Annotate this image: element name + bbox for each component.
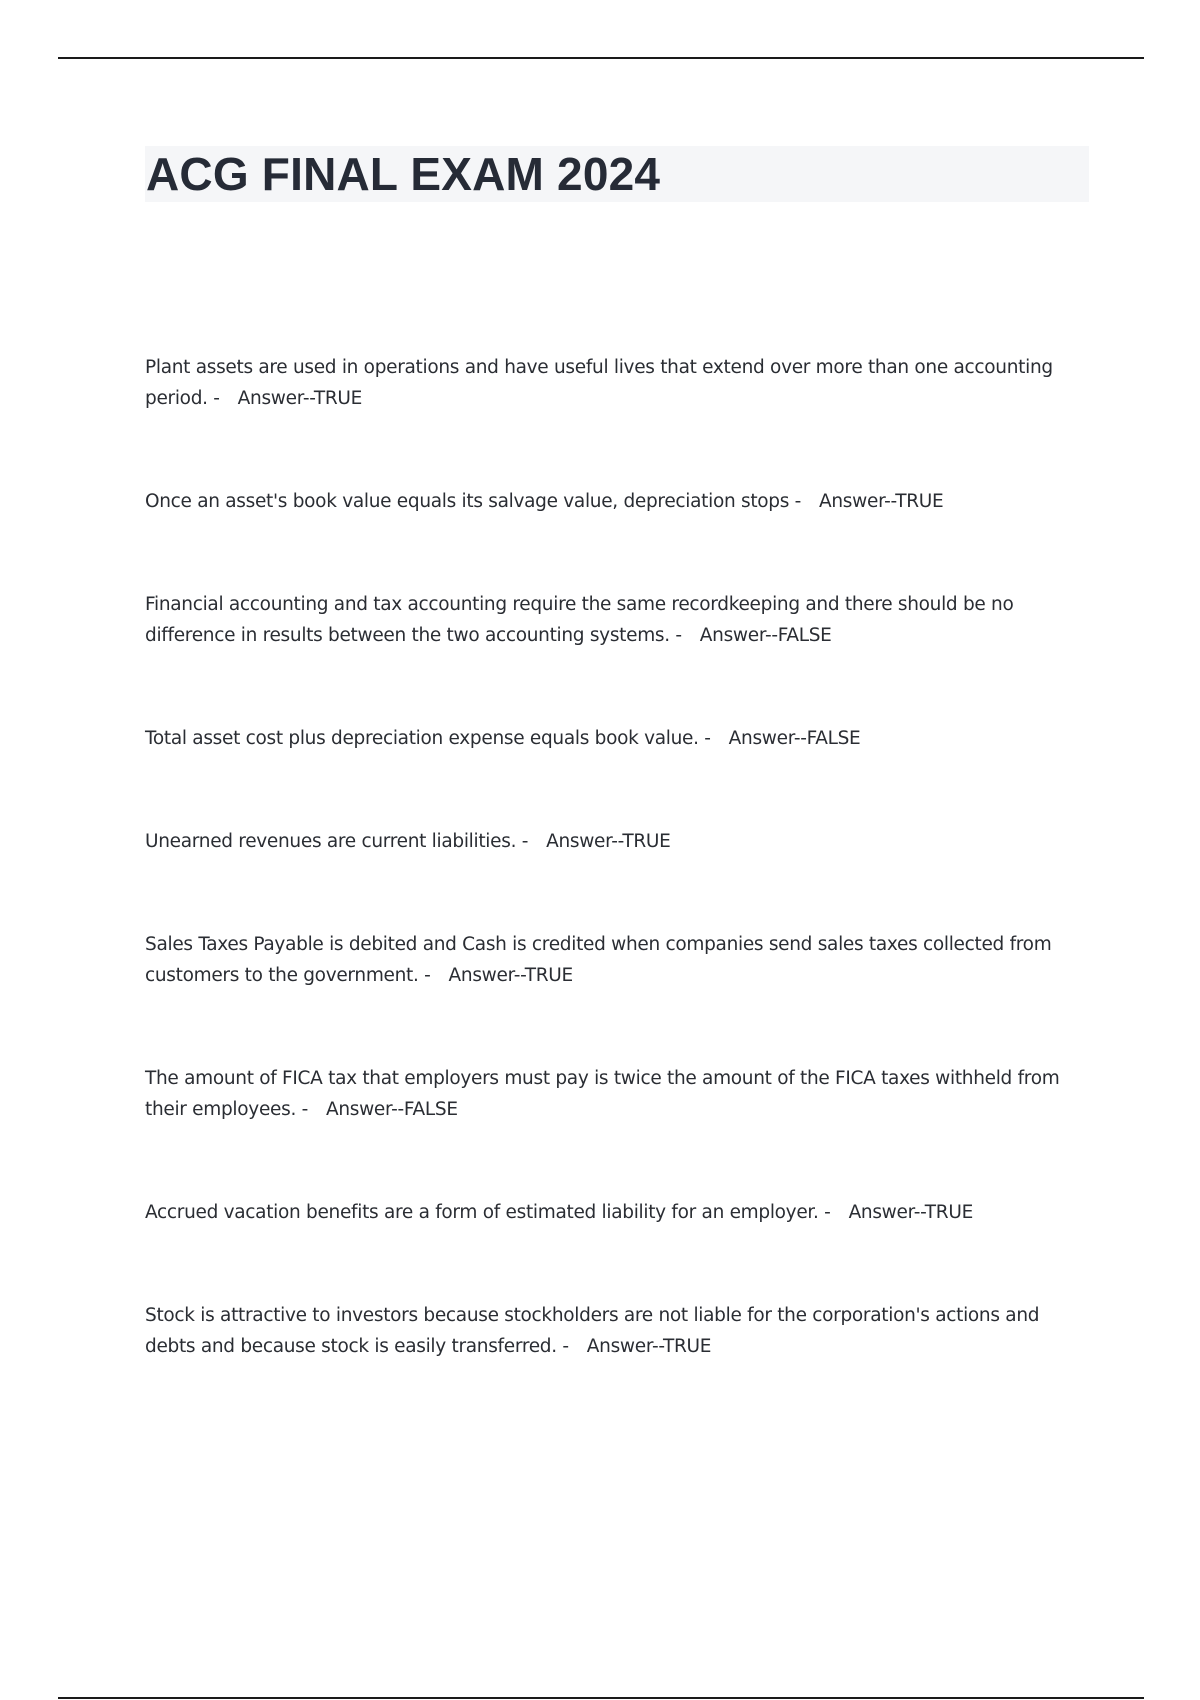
question-item bbox=[145, 1063, 1075, 1197]
question-answer: Answer--FALSE bbox=[699, 625, 832, 646]
bottom-rule bbox=[58, 1697, 1144, 1699]
question-text: Unearned revenues are current liabilities. - bbox=[145, 831, 529, 852]
question-answer: Answer--FALSE bbox=[728, 728, 861, 749]
question-item bbox=[145, 1197, 1075, 1300]
question-item bbox=[145, 352, 1075, 486]
question-item bbox=[145, 589, 1075, 723]
top-rule bbox=[58, 57, 1144, 59]
question-item bbox=[145, 723, 1075, 826]
question-text: The amount of FICA tax that employers must pay is twice the amount of the FICA taxes withheld from their employees. - bbox=[145, 1068, 1060, 1120]
question-text: Once an asset's book value equals its salvage value, depreciation stops - bbox=[145, 491, 802, 512]
question-text: Financial accounting and tax accounting require the same recordkeeping and there should be no difference in results between the two accounting systems. - bbox=[145, 594, 1014, 646]
question-item bbox=[145, 929, 1075, 1063]
document-title: ACG FINAL EXAM 2024 bbox=[146, 148, 661, 200]
question-answer: Answer--TRUE bbox=[586, 1336, 712, 1357]
question-text: Stock is attractive to investors because stockholders are not liable for the corporation's actions and debts and because stock is easily transferred. - bbox=[145, 1305, 1040, 1357]
question-text: Accrued vacation benefits are a form of estimated liability for an employer. - bbox=[145, 1202, 831, 1223]
question-item bbox=[145, 486, 1075, 589]
question-answer: Answer--TRUE bbox=[448, 965, 573, 986]
question-answer: Answer--TRUE bbox=[546, 831, 671, 852]
question-text: Sales Taxes Payable is debited and Cash is credited when companies send sales taxes collected from customers to the government. - bbox=[145, 934, 1052, 986]
question-text: Plant assets are used in operations and have useful lives that extend over more than one accounting period. - bbox=[145, 357, 1053, 409]
question-text: Total asset cost plus depreciation expense equals book value. - bbox=[145, 728, 711, 749]
question-item bbox=[145, 1300, 1075, 1434]
question-answer: Answer--FALSE bbox=[325, 1099, 458, 1120]
question-answer: Answer--TRUE bbox=[819, 491, 944, 512]
question-item bbox=[145, 826, 1075, 929]
question-answer: Answer--TRUE bbox=[237, 388, 363, 409]
question-list bbox=[145, 352, 1075, 1434]
question-answer: Answer--TRUE bbox=[848, 1202, 973, 1223]
